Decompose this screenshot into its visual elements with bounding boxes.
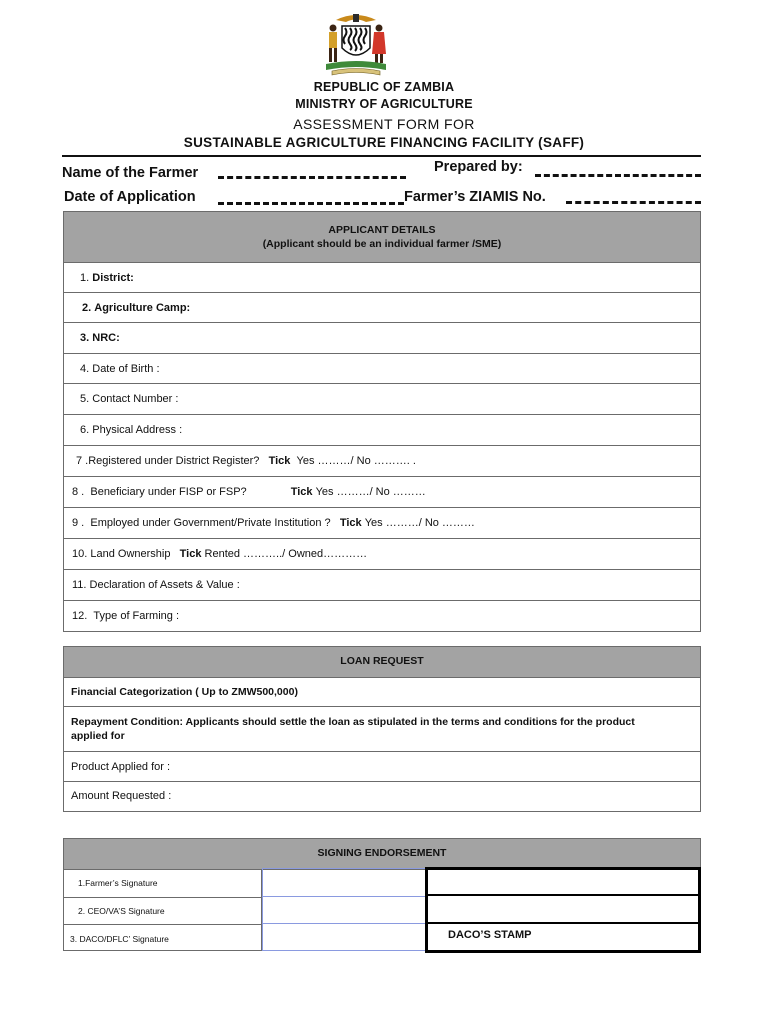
daco-stamp-label: DACO’S STAMP <box>448 929 532 941</box>
loan-request-header: LOAN REQUEST <box>64 647 700 678</box>
agriculture-camp-row[interactable]: 2. Agriculture Camp: <box>64 293 700 323</box>
date-of-application-label: Date of Application <box>64 189 196 205</box>
district-row[interactable]: 1. District: <box>64 263 700 293</box>
land-ownership-options[interactable]: Rented ………../ Owned………… <box>204 548 368 560</box>
ministry-heading: MINISTRY OF AGRICULTURE <box>295 97 473 111</box>
date-of-application-field[interactable] <box>218 202 404 205</box>
type-of-farming-label: Type of Farming : <box>93 610 180 622</box>
district-register-row[interactable]: 7 . Registered under District Register? Tick Yes ………/ No ………. . <box>64 446 700 477</box>
prepared-by-label: Prepared by: <box>434 159 523 175</box>
amount-requested-row[interactable] <box>64 782 700 810</box>
date-of-birth-label: Date of Birth : <box>92 362 160 375</box>
ziamis-field[interactable] <box>566 201 701 204</box>
tick-label: Tick <box>179 548 202 560</box>
ziamis-label: Farmer’s ZIAMIS No. <box>404 189 546 205</box>
physical-address-label: Physical Address : <box>92 424 183 436</box>
tick-label: Tick <box>290 486 313 498</box>
applicant-details-subtitle: (Applicant should be an individual farmer /SME) <box>262 238 502 250</box>
stamp-row-2 <box>428 896 698 924</box>
repayment-condition-line-1: Repayment Condition: Applicants should settle the loan as stipulated in the terms and conditions for the product <box>71 716 635 728</box>
repayment-condition-row <box>64 707 700 752</box>
land-ownership-row[interactable]: 10. Land Ownership Tick Rented ………../ Owned………… <box>64 539 700 570</box>
employment-row[interactable]: 9 . Employed under Government/Private Institution ? Tick Yes ………/ No ……… <box>64 508 700 539</box>
tick-label: Tick <box>268 455 291 467</box>
facility-title: SUSTAINABLE AGRICULTURE FINANCING FACILITY (SAFF) <box>183 135 585 150</box>
type-of-farming-row[interactable]: 12. Type of Farming : <box>72 610 180 622</box>
district-register-options[interactable]: Yes ………/ No ………. . <box>296 455 416 467</box>
ceo-va-signature-label: 2. CEO/VA’S Signature <box>64 898 261 926</box>
district-register-label: Registered under District Register? <box>88 455 260 467</box>
loan-request-table <box>63 646 701 812</box>
nrc-label: NRC: <box>92 332 120 344</box>
signing-endorsement-header: SIGNING ENDORSEMENT <box>64 839 700 870</box>
tick-label: Tick <box>339 517 362 529</box>
stamp-row-1 <box>428 870 698 896</box>
signature-labels-column <box>64 870 262 950</box>
date-of-birth-row[interactable]: 4. Date of Birth : <box>64 354 700 384</box>
daco-dflc-signature-field[interactable] <box>263 924 425 950</box>
applicant-details-header <box>64 212 700 263</box>
financial-categorization-row: Financial Categorization ( Up to ZMW500,000) <box>64 678 700 707</box>
agriculture-camp-label: Agriculture Camp: <box>94 301 191 314</box>
header-divider <box>62 155 701 157</box>
farmer-signature-label: 1.Farmer’s Signature <box>64 870 261 898</box>
fisp-options[interactable]: Yes ………/ No ……… <box>315 486 426 498</box>
farmer-name-field[interactable] <box>218 176 406 179</box>
farmer-signature-field[interactable] <box>263 869 425 897</box>
daco-stamp-box[interactable] <box>425 867 701 953</box>
assets-row[interactable]: 11. Declaration of Assets & Value : <box>64 570 700 601</box>
fisp-row[interactable]: 8 . Beneficiary under FISP or FSP? Tick Yes ………/ No ……… <box>64 477 700 508</box>
daco-dflc-signature-label: 3. DACO/DFLC’ Signature <box>70 933 169 944</box>
repayment-condition-line-2: applied for <box>71 729 125 742</box>
physical-address-row[interactable]: 6. Physical Address : <box>64 415 700 446</box>
prepared-by-field[interactable] <box>535 174 701 177</box>
contact-number-label: Contact Number : <box>92 393 179 405</box>
applicant-details-table <box>63 211 701 632</box>
employment-options[interactable]: Yes ………/ No ……… <box>364 517 475 529</box>
product-applied-row[interactable] <box>64 752 700 782</box>
product-applied-label: Product Applied for : <box>71 760 171 773</box>
employment-label: Employed under Government/Private Institution ? <box>90 517 331 529</box>
signature-field-column <box>262 868 426 951</box>
district-label: District: <box>92 271 134 284</box>
applicant-details-title: APPLICANT DETAILS <box>328 224 436 236</box>
ceo-va-signature-field[interactable] <box>263 897 425 925</box>
zambia-coat-of-arms-icon <box>318 8 394 78</box>
contact-number-row[interactable]: 5. Contact Number : <box>64 384 700 415</box>
form-title: ASSESSMENT FORM FOR <box>293 116 475 132</box>
assets-label: Declaration of Assets & Value : <box>89 579 240 591</box>
land-ownership-label: Land Ownership <box>90 548 171 560</box>
fisp-label: Beneficiary under FISP or FSP? <box>90 486 247 498</box>
farmer-name-label: Name of the Farmer <box>62 165 199 181</box>
nrc-row[interactable]: 3. NRC: <box>64 323 700 354</box>
republic-heading: REPUBLIC OF ZAMBIA <box>313 80 455 94</box>
amount-requested-label: Amount Requested : <box>71 790 172 802</box>
